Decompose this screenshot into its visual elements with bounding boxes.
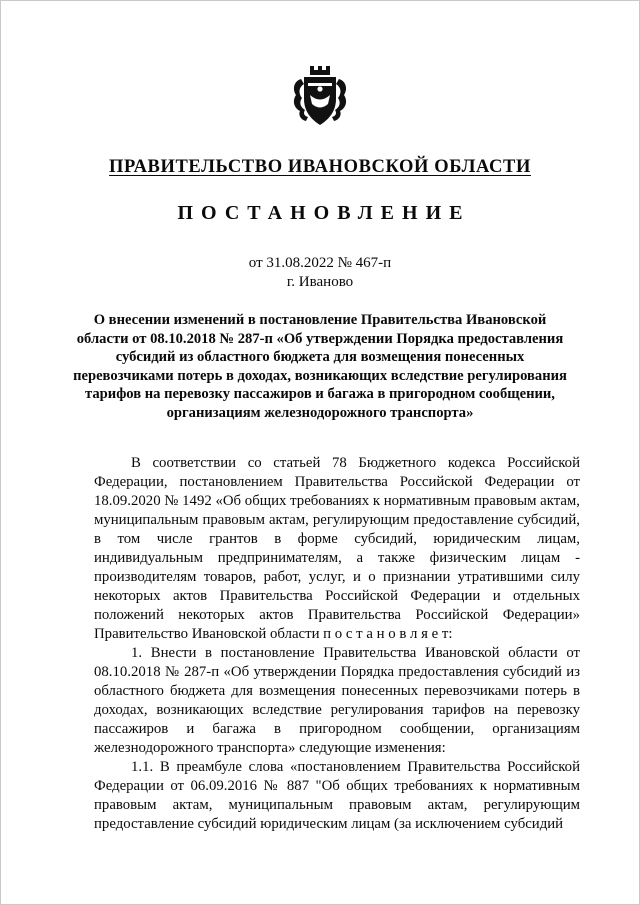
document-type-heading: ПОСТАНОВЛЕНИЕ [177,202,471,224]
paragraph-preamble: В соответствии со статьей 78 Бюджетного кодекса Российской Федерации, постановлением Правительства Российской Федерации от 18.09.2020 № 1492 «Об общих требованиях к нормативным правовым актам, муниципальным правовым актам, регулирующим предоставление субсидий, в том числе грантов в форме субсидий, юридическим лицам, индивидуальным предпринимателям, а также физическим лицам - производителям товаров, работ, услуг, и о признании утратившими силу некоторых актов Правительства Российской Федерации и отдельных положений некоторых актов Правительства Российской Федерации» Правительство Ивановской области п о с т а н о в л я е т: [94,455,580,642]
organization-name: ПРАВИТЕЛЬСТВО ИВАНОВСКОЙ ОБЛАСТИ [109,157,531,177]
paragraph-item-1-1: 1.1. В преамбуле слова «постановлением Правительства Российской Федерации от 06.09.2016 № 887 "Об общих требованиях к нормативным правовым актам, муниципальным правовым актам, регулирующим предоставление субсидий юридическим лицам (за исключением субсидий [94,759,580,832]
paragraph-item-1: 1. Внести в постановление Правительства Ивановской области от 08.10.2018 № 287-п «Об утверждении Порядка предоставления субсидий из областного бюджета для возмещения понесенных перевозчиками потерь в доходах, возникающих вследствие регулирования тарифов на перевозку пассажиров и багажа в пригородном сообщении, организациям железнодорожного транспорта» следующие изменения: [94,645,580,756]
document-date-number: от 31.08.2022 № 467-п [248,255,392,271]
emblem-container [1,1,639,129]
document-title: О внесении изменений в постановление Правительства Ивановской области от 08.10.2018 № 287-п «Об утверждении Порядка предоставления субсидий из областного бюджета для возмещения понесенных перевозчиками потерь в доходах, возникающих вследствие регулирования тарифов на перевозку пассажиров и багажа в пригородном сообщении, организациям железнодорожного транспорта» [73,312,567,421]
document-body [94,454,580,834]
document-city: г. Иваново [286,274,354,290]
coat-of-arms-icon [289,63,351,129]
